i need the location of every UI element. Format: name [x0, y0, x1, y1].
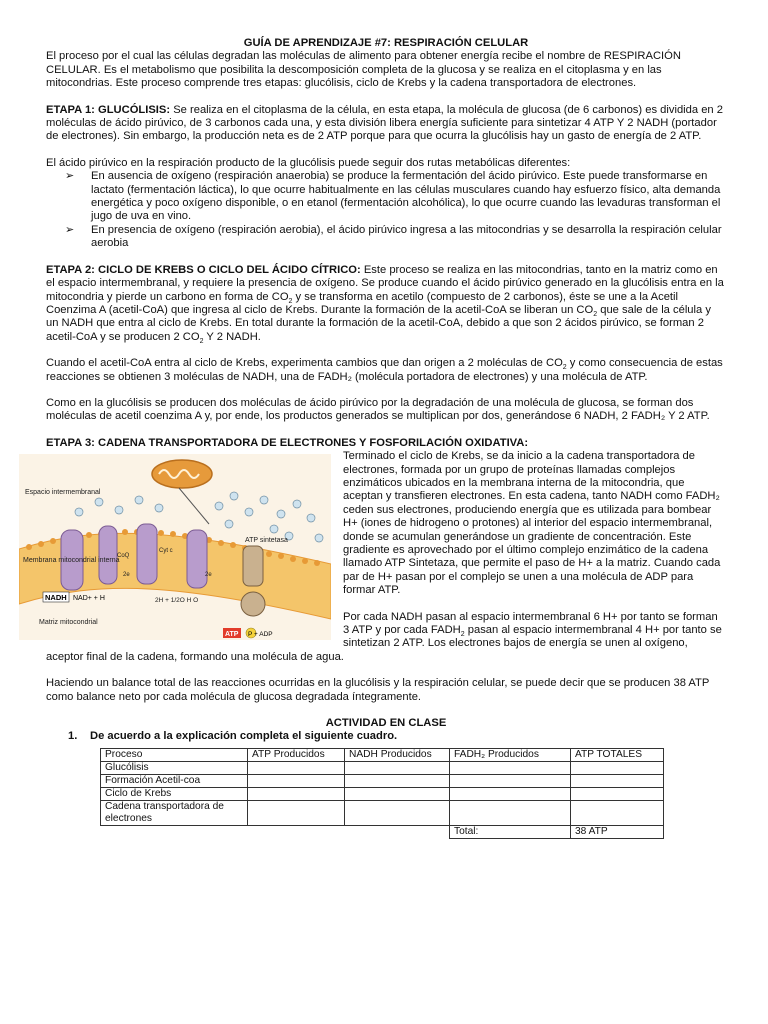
nadh-fadh-paragraph: Por cada NADH pasan al espacio intermembranal 6 H+ por tanto se forman 3 ATP y por cada $FADH_2$ pasan al espacio intermembranal 4 H+ por tanto se sintetizan 2 ATP. Los electrones bajos de energía se unen al oxígeno, aceptor final de la cadena, formando una molécula de agua. — [46, 610, 722, 663]
answer-cell[interactable] — [248, 761, 345, 774]
total-value-cell: 38 ATP — [571, 825, 664, 838]
answer-cell[interactable] — [248, 787, 345, 800]
stage1-text: Se realiza en el citoplasma de la célula, en esta etapa, la molécula de glucosa (de 6 carbonos) es dividida en 2 moléculas de ácido pirúvico, de 3 carbonos cada una, y esta división libera energía suficiente para sintetizar 4 ATP Y 2 NADH (portador de electrones). Sin embargo, la producción neta es de 2 ATP porque para que ocurra la glucólisis hay un gasto de energía de 2 ATP. — [46, 103, 723, 143]
document-page — [23, 37, 726, 839]
answer-cell[interactable] — [248, 774, 345, 787]
stage3-heading: ETAPA 3: CADENA TRANSPORTADORA DE ELECTRONES Y FOSFORILACIÓN OXIDATIVA: — [46, 436, 529, 449]
activity-table — [100, 748, 664, 839]
electron-label: 2e — [205, 572, 212, 579]
answer-cell[interactable] — [450, 787, 571, 800]
stage2-paragraph: ETAPA 2: CICLO DE KREBS O CICLO DEL ÁCIDO CÍTRICO: Este proceso se realiza en las mitocondrias, tanto en la matriz como en el espacio intermembranal, y requiere la presencia de oxígeno. Se produce cuando el ácido pirúvico generado en la glucólisis entra en la mitocondria y pierde un carbono en forma de $CO_2$ y se transforma en acetilo (compuesto de 2 carbonos), éste se une a la Acetil Coenzima A (acetil-CoA) que ingresa al ciclo de Krebs. Durante la formación de la acetil-CoA se liberan un $CO_2$ que sale de la célula y un NADH que entra al ciclo de Krebs. En total durante la formación de la acetil-CoA, debido a que son 2 ácidos pirúvico, se forman 2 acetil-CoA y se producen 2 $CO_2$ Y 2 NADH. — [46, 263, 724, 345]
header-cell: NADH Producidos — [345, 748, 450, 761]
summary-paragraph: Haciendo un balance total de las reacciones ocurridas en la glucólisis y la respiración celular, se puede decir que se producen 38 ATP como balance neto por cada molécula de glucosa degradada íntegramente. — [46, 677, 710, 703]
header-cell: ATP TOTALES — [571, 748, 664, 761]
table-row — [101, 761, 664, 774]
process-cell: Ciclo de Krebs — [101, 787, 248, 800]
answer-cell[interactable] — [248, 800, 345, 825]
complex-ii-icon — [99, 526, 117, 584]
electron-label: 2e — [123, 572, 130, 579]
answer-cell[interactable] — [345, 800, 450, 825]
answer-cell[interactable] — [345, 787, 450, 800]
acetyl-paragraph: Como en la glucólisis se producen dos moléculas de ácido pirúvico por la degradación de una molécula de glucosa, se forman dos moléculas de acetil coenzima A y, por ende, los productos generados se multiplican por dos, generándose 6 NADH, 2 FADH₂ Y 2 ATP. — [46, 396, 710, 423]
membrane-label: Membrana mitocondrial interna — [23, 557, 120, 565]
intermembrane-label: Espacio intermembranal — [25, 489, 101, 497]
complex-iv-icon — [187, 530, 207, 588]
answer-cell[interactable] — [571, 774, 664, 787]
stage1-paragraph — [46, 104, 726, 144]
table-row — [101, 800, 664, 825]
stage1-heading: ETAPA 1: GLUCÓLISIS: — [46, 103, 171, 116]
process-cell: Formación Acetil-coa — [101, 774, 248, 787]
activity-title: ACTIVIDAD EN CLASE — [325, 717, 447, 730]
oxygen-reaction-label: 2H + 1/2O H O — [155, 597, 199, 605]
answer-cell[interactable] — [571, 787, 664, 800]
cytc-label: Cyt c — [159, 548, 173, 555]
instruction-text: De acuerdo a la explicación completa el siguiente cuadro. — [90, 730, 398, 743]
atp-synthase-icon — [241, 546, 265, 616]
answer-cell[interactable] — [345, 774, 450, 787]
header-cell: FADH₂ Producidos — [450, 748, 571, 761]
table-header-row — [101, 748, 664, 761]
complex-iii-icon — [137, 524, 157, 584]
arrow-bullet-icon: ➢ — [65, 223, 75, 236]
header-cell: Proceso — [101, 748, 248, 761]
table-row — [101, 787, 664, 800]
table-total-row — [101, 825, 664, 838]
stage3-paragraph: Terminado el ciclo de Krebs, se da inicio a la cadena transportadora de electrones, formada por un grupo de proteínas llamadas complejos enzimáticos ubicados en la membrana interna de la mitocondria, que aceptan y transfieren electrones. En esta cadena, tanto NADH como FADH₂ ceden sus electrones, produciendo energía que es utilizada para bombear H+ (iones de hidrogeno o protones) al interior del espacio intermembranal, donde se acumulan generándose un gradiente de concentración. Este gradiente es aprovechado por el último complejo enzimático de la cadena llamado ATP Sintetaza, que permite el paso de H+ a la matriz. Cuando cada par de H+ pasan por el complejo se unen a una molécula de ADP para formar ATP. — [343, 450, 721, 597]
pyruvate-lead: El ácido pirúvico en la respiración producto de la glucólisis puede seguir dos rutas metabólicas diferentes: — [46, 156, 571, 169]
header-cell: ATP Producidos — [248, 748, 345, 761]
answer-cell[interactable] — [450, 774, 571, 787]
process-cell: Cadena transportadora de electrones — [101, 800, 248, 825]
total-label-cell: Total: — [450, 825, 571, 838]
intro-paragraph: El proceso por el cual las células degradan las moléculas de alimento para obtener energía recibe el nombre de RESPIRACIÓN CELULAR. Es el metabolismo que posibilita la descomposición completa de la glucosa y se realiza en el citoplasma y en las mitocondrias. Este proceso comprende tres etapas: glucólisis, ciclo de Krebs y la cadena transportadora de electrones. — [46, 50, 681, 90]
answer-cell[interactable] — [345, 761, 450, 774]
list-item: ➢ En presencia de oxígeno (respiración aerobia), el ácido pirúvico ingresa a las mitocondrias y se desarrolla la respiración celular aerobia — [65, 223, 722, 250]
item-number: 1. — [68, 730, 78, 743]
answer-cell[interactable] — [450, 800, 571, 825]
activity-instruction — [68, 730, 726, 743]
nadh-label: NADH — [45, 593, 67, 603]
electron-transport-chain-figure — [19, 454, 331, 640]
page-title: GUÍA DE APRENDIZAJE #7: RESPIRACIÓN CELULAR — [243, 37, 529, 49]
answer-cell[interactable] — [571, 761, 664, 774]
process-cell: Glucólisis — [101, 761, 248, 774]
stage2-heading: ETAPA 2: CICLO DE KREBS O CICLO DEL ÁCIDO CÍTRICO: — [46, 263, 361, 276]
coq-label: CoQ — [117, 553, 130, 560]
atp-label: ATP — [225, 631, 239, 639]
pyruvate-routes-list — [46, 170, 726, 250]
arrow-bullet-icon: ➢ — [65, 170, 75, 183]
answer-cell[interactable] — [450, 761, 571, 774]
stage3-heading-line — [46, 437, 726, 450]
nad-label: NAD+ + H — [73, 595, 105, 603]
krebs-paragraph: Cuando el acetil-CoA entra al ciclo de Krebs, experimenta cambios que dan origen a 2 moléculas de $CO_2$ y como consecuencia de estas reacciones se obtienen 3 moléculas de NADH, una de FADH₂ (molécula portadora de electrones) y una molécula de ATP. — [46, 357, 723, 383]
matrix-label: Matriz mitocondrial — [39, 619, 98, 627]
list-item: ➢ En ausencia de oxígeno (respiración anaerobia) se produce la fermentación del ácido pirúvico. Este puede transformarse en lactato (fermentación láctica), lo que ocurre habitualmente en las células musculares cuando hay esfuerzo físico, alta demanda energética y poco oxígeno disponible, o en etanol (fermentación alcohólica), lo que ocurre cuando las levaduras transforman el jugo de uva en vino. — [65, 170, 721, 223]
table-row — [101, 774, 664, 787]
adp-label: P + ADP — [248, 631, 273, 639]
answer-cell[interactable] — [571, 800, 664, 825]
synthase-label: ATP sintetasa — [245, 537, 288, 545]
